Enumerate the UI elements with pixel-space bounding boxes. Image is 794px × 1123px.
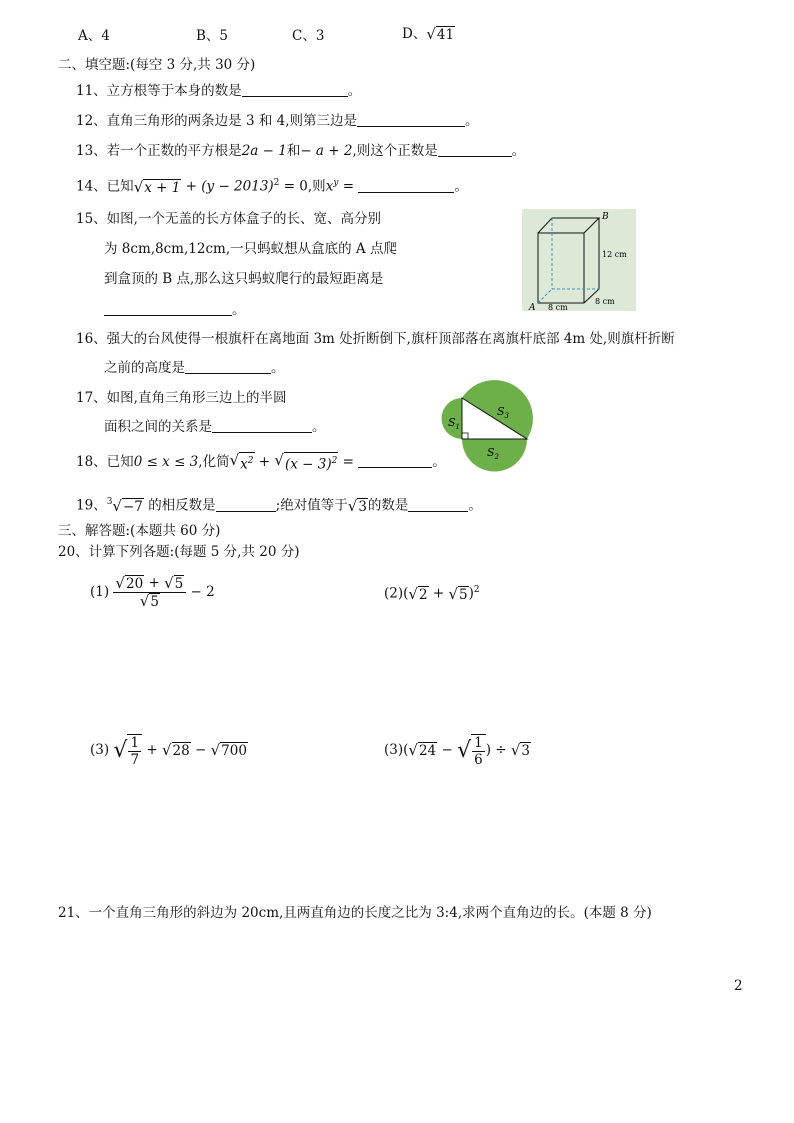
- q10-option-d: D、 √ 41: [402, 25, 455, 43]
- q10-option-a: A、4: [78, 28, 110, 44]
- q20-p1: (1) √ 20 + √ 5 √ 5 − 2: [90, 574, 215, 610]
- q15-answer: 。: [104, 300, 246, 320]
- q20-p2: (2)( √ 2 + √ 5 )$^2$: [384, 584, 480, 603]
- q13-answer-blank[interactable]: [438, 142, 512, 157]
- q15-line3: 到盒顶的 B 点,那么这只蚂蚁爬行的最短距离是: [104, 271, 384, 287]
- semicircle-diagram: [440, 380, 534, 476]
- q19: 19、$^3$ √ −7 的相反数是 ;绝对值等于 √ 3 的数是 。: [76, 496, 482, 515]
- q10-option-b: B、5: [196, 28, 229, 44]
- q20-p4: (3)( √ 24 − √ $\frac{1}{6}$ ) ÷ √ 3: [384, 734, 531, 768]
- q20-p3: (3) √ $\frac{1}{7}$ + √ 28 − √ 700: [90, 734, 247, 768]
- q12: 12、直角三角形的两条边是 3 和 4,则第三边是 。: [76, 113, 479, 129]
- q14: 14、已知 √ x + 1 + $(y - 2013)^2 = 0$,则$x^y$ = 。: [76, 177, 468, 196]
- q19-answer-blank-2[interactable]: [408, 497, 468, 512]
- figure-background: [522, 209, 636, 311]
- label-s1: $S_1$: [448, 416, 461, 431]
- q17-line2: 面积之间的关系是 。: [104, 419, 326, 435]
- q17-line1: 17、如图,直角三角形三边上的半圆: [76, 390, 287, 406]
- section2-heading: 二、填空题:(每空 3 分,共 30 分): [58, 57, 256, 73]
- q11: 11、立方根等于本身的数是 。: [76, 83, 362, 99]
- q16-line1: 16、强大的台风使得一根旗杆在离地面 3m 处折断倒下,旗杆顶部落在离旗杆底部 4m 处,则旗杆折断: [76, 331, 675, 347]
- page-number: 2: [734, 978, 743, 994]
- q15-line1: 15、如图,一个无盖的长方体盒子的长、宽、高分别: [76, 211, 381, 227]
- q21: 21、一个直角三角形的斜边为 20cm,且两直角边的长度之比为 3:4,求两个直角边的长。(本题 8 分): [58, 905, 652, 921]
- cuboid-diagram: [522, 209, 636, 311]
- q19-answer-blank-1[interactable]: [216, 497, 276, 512]
- q15-answer-blank[interactable]: [104, 301, 232, 316]
- q16-answer-blank[interactable]: [185, 359, 271, 374]
- sqrt-41: √ 41: [426, 25, 455, 43]
- q18-answer-blank[interactable]: [358, 453, 432, 468]
- label-depth: 8 cm: [595, 297, 615, 306]
- label-width: 8 cm: [548, 303, 568, 311]
- q20-heading: 20、计算下列各题:(每题 5 分,共 20 分): [58, 544, 300, 560]
- q13: 13、若一个正数的平方根是2a − 1和− a + 2,则这个正数是 。: [76, 143, 526, 159]
- q11-answer-blank[interactable]: [242, 82, 348, 97]
- section3-heading: 三、解答题:(本题共 60 分): [58, 523, 221, 539]
- q12-answer-blank[interactable]: [357, 112, 465, 127]
- semicircle-figure: [440, 380, 534, 476]
- label-a: A: [529, 303, 536, 311]
- label-s2: $S_2$: [487, 446, 500, 461]
- q18: 18、已知0 ≤ x ≤ 3,化简 √ $x^2$ + √ $(x - 3)^2$ = 。: [76, 451, 446, 473]
- q15-line2: 为 8cm,8cm,12cm,一只蚂蚁想从盒底的 A 点爬: [104, 241, 397, 257]
- label-s3: $S_3$: [497, 405, 510, 420]
- q16-line2: 之前的高度是 。: [104, 360, 285, 376]
- fraction: √ 20 + √ 5 √ 5: [113, 575, 186, 610]
- label-b: B: [602, 212, 609, 222]
- box-figure: [522, 209, 636, 311]
- q14-answer-blank[interactable]: [358, 178, 454, 193]
- label-height: 12 cm: [602, 250, 627, 259]
- q10-option-c: C、3: [292, 28, 325, 44]
- q17-answer-blank[interactable]: [212, 418, 312, 433]
